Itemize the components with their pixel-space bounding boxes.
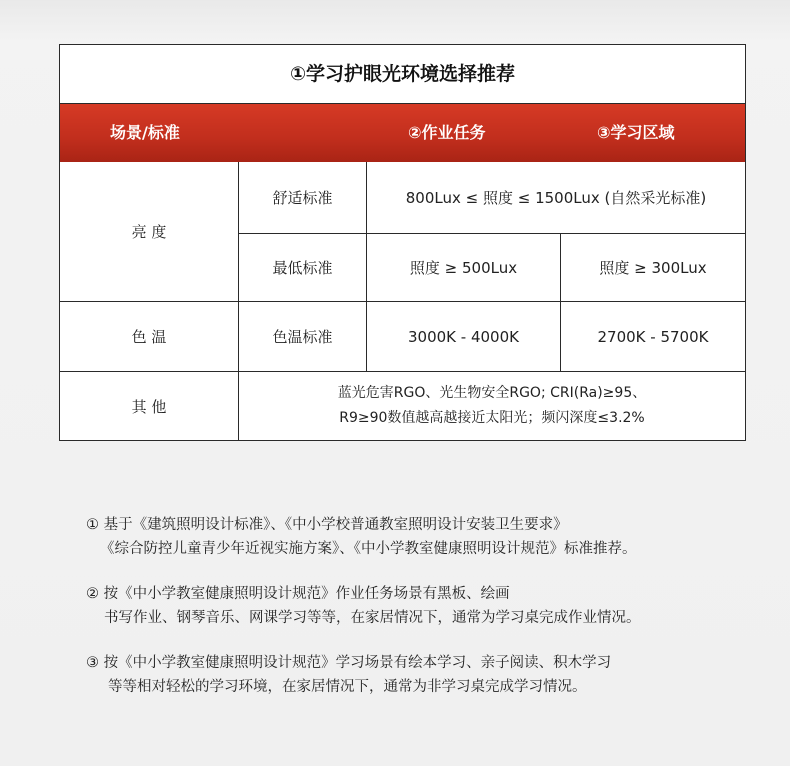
footnote-1 <box>86 513 641 561</box>
header-task: ②作业任务 <box>408 123 486 142</box>
table-header-row <box>60 104 745 162</box>
footnote-3-line-2: 等等相对轻松的学习环境，在家居情况下，通常为非学习桌完成学习情况。 <box>108 679 587 695</box>
minimum-task-value: 照度 ≥ 500Lux <box>409 259 518 277</box>
minimum-study-value: 照度 ≥ 300Lux <box>599 259 707 277</box>
minimum-standard-label: 最低标准 <box>272 259 333 277</box>
color-temp-task-value: 3000K - 4000K <box>408 327 519 346</box>
footnote-1-line-1: ① 基于《建筑照明设计标准》、《中小学校普通教室照明设计安装卫生要求》 <box>86 517 568 533</box>
header-scene: 场景/标准 <box>110 123 180 142</box>
eye-care-table <box>59 44 746 441</box>
color-temp-study-value: 2700K - 5700K <box>597 327 709 346</box>
footnote-2-line-1: ② 按《中小学教室健康照明设计规范》作业任务场景有黑板、绘画 <box>86 586 510 602</box>
footnotes <box>86 513 641 720</box>
footnote-3 <box>86 651 641 699</box>
color-temp-standard-label: 色温标准 <box>272 328 333 346</box>
header-study: ③学习区域 <box>597 123 675 142</box>
footnote-2-line-2: 书写作业、钢琴音乐、网课学习等等，在家居情况下，通常为学习桌完成作业情况。 <box>104 610 641 626</box>
table-body <box>60 162 745 440</box>
other-line-1: 蓝光危害RGO、光生物安全RGO; CRI(Ra)≥95、 <box>337 385 647 401</box>
row-label-brightness: 亮 度 <box>131 223 167 241</box>
footnote-1-line-2: 《综合防控儿童青少年近视实施方案》、《中小学教室健康照明设计规范》标准推荐。 <box>100 541 637 557</box>
other-value <box>239 372 745 440</box>
top-background <box>0 0 790 40</box>
comfort-standard-label: 舒适标准 <box>272 189 333 207</box>
footnote-3-line-1: ③ 按《中小学教室健康照明设计规范》学习场景有绘本学习、亲子阅读、积木学习 <box>86 655 612 671</box>
row-label-color-temp: 色 温 <box>131 328 167 346</box>
row-label-other: 其 他 <box>131 397 167 416</box>
other-line-2: R9≥90数值越高越接近太阳光；频闪深度≤3.2% <box>339 410 645 426</box>
comfort-standard-value: 800Lux ≤ 照度 ≤ 1500Lux (自然采光标准) <box>405 189 707 207</box>
footnote-2 <box>86 582 641 630</box>
table-title: ①学习护眼光环境选择推荐 <box>60 45 745 104</box>
